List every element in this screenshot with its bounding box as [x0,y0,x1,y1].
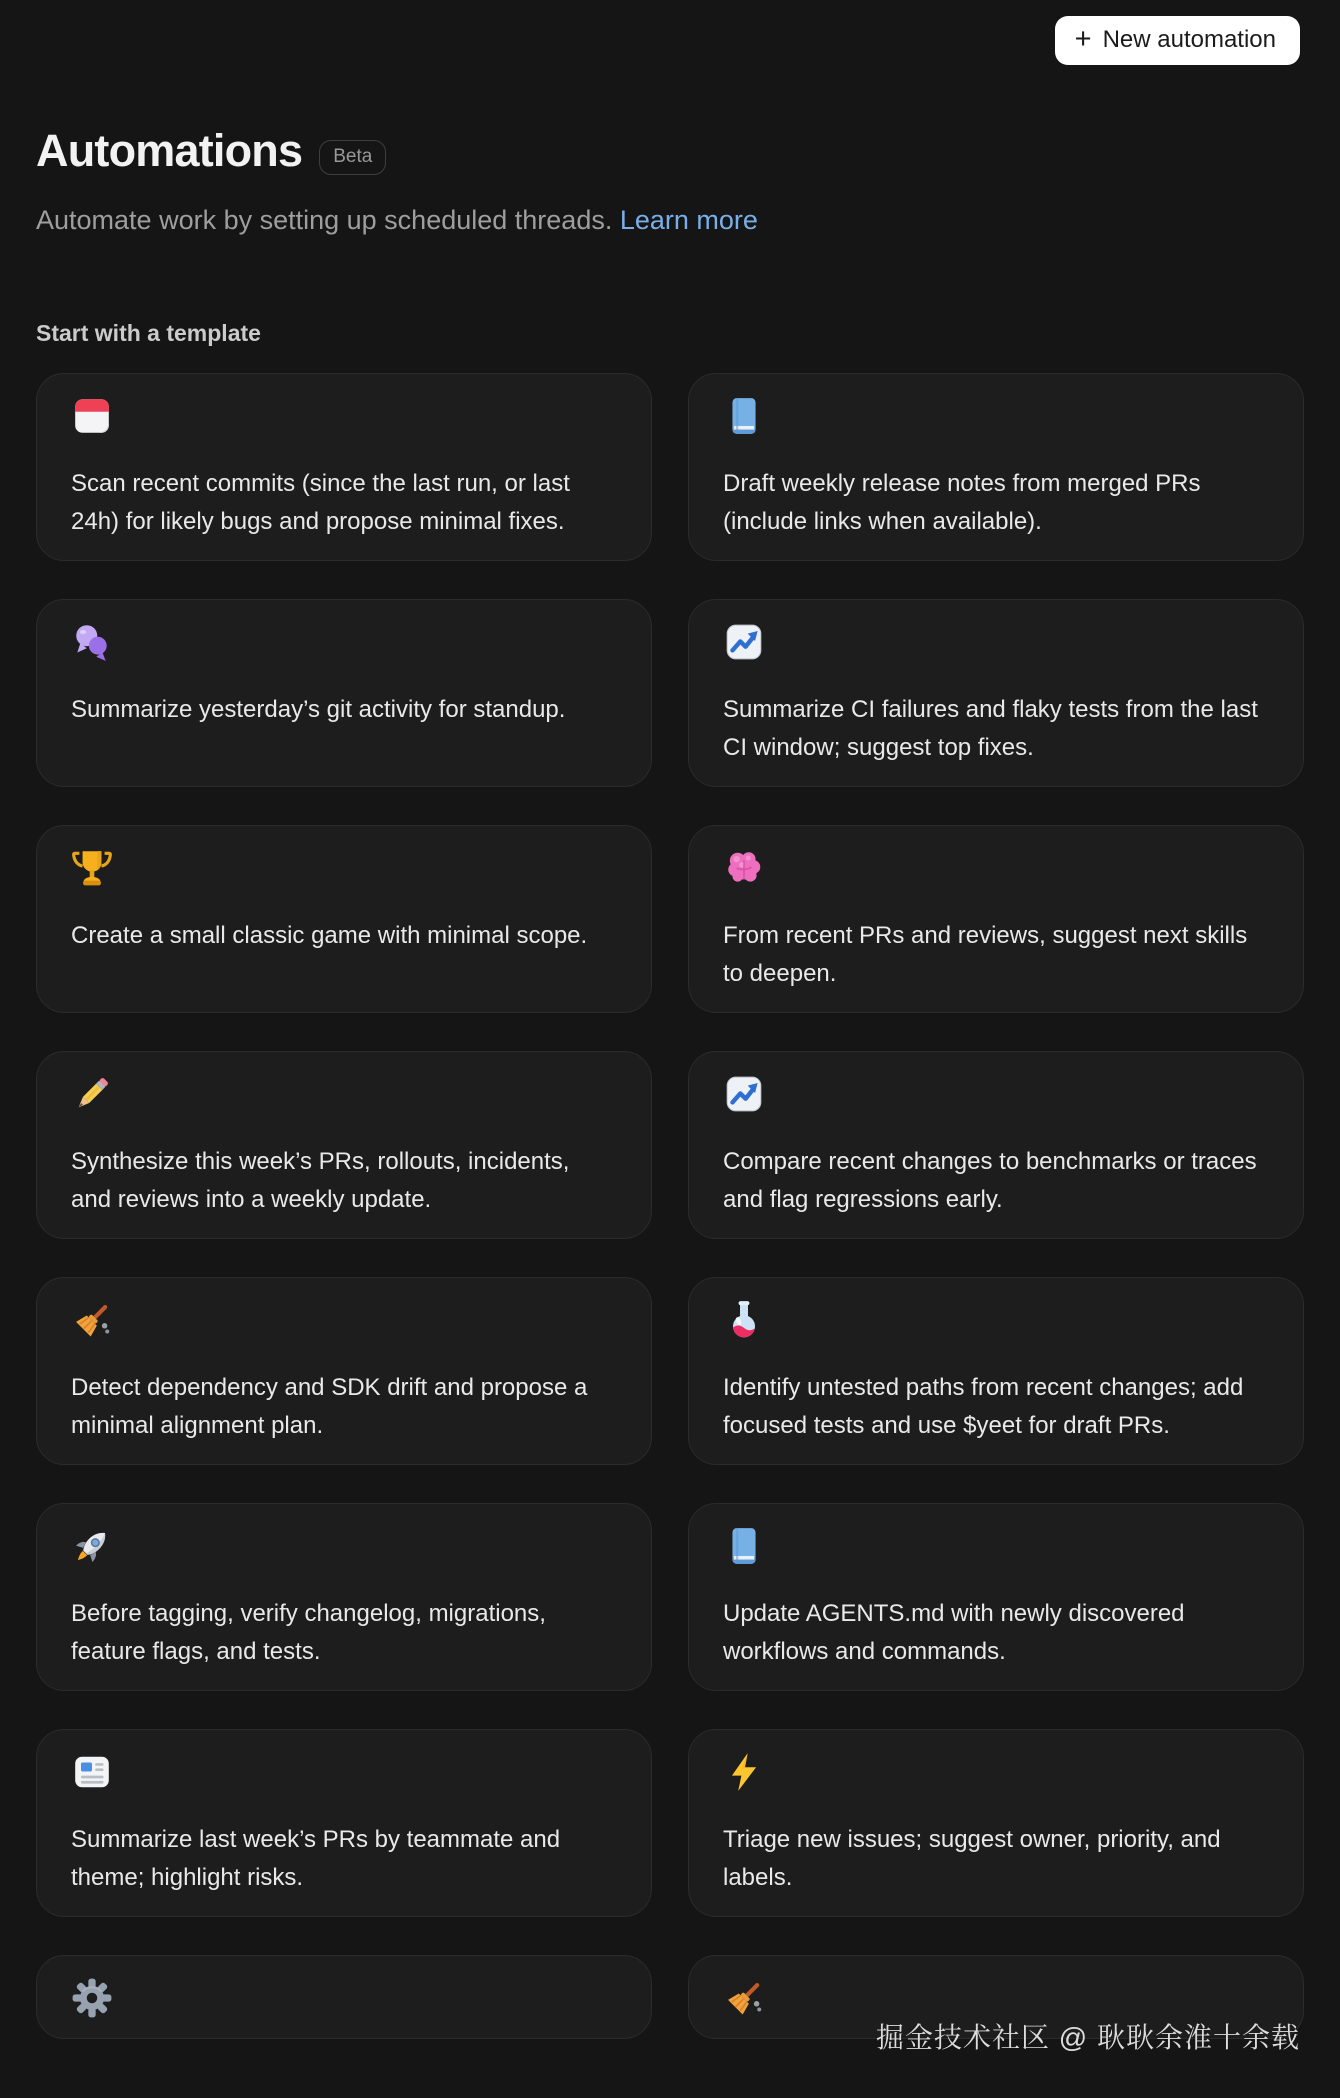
template-card[interactable] [36,1955,652,2039]
template-card[interactable] [36,373,652,561]
flask-icon [723,1299,765,1341]
template-card-text: Synthesize this week’s PRs, rollouts, incidents, and reviews into a weekly update. [71,1148,570,1213]
template-card-text: Compare recent changes to benchmarks or traces and flag regressions early. [723,1148,1257,1213]
chart-up-icon [723,621,765,663]
template-card-text: From recent PRs and reviews, suggest next skills to deepen. [723,922,1248,987]
template-card[interactable] [36,1051,652,1239]
page-title: Automations [36,125,303,176]
beta-badge: Beta [319,140,386,175]
template-card-text: Summarize CI failures and flaky tests from the last CI window; suggest top fixes. [723,696,1258,761]
calendar-icon [71,395,113,437]
rocket-icon [71,1525,113,1567]
template-card[interactable] [688,825,1304,1013]
subtitle-text: Automate work by setting up scheduled threads. [36,205,620,235]
watermark: 掘金技术社区 @ 耿耿余淮十余载 [876,2022,1300,2053]
blue-book-icon [723,395,765,437]
trophy-icon [71,847,113,889]
template-card[interactable] [36,825,652,1013]
template-card[interactable] [36,599,652,787]
template-card[interactable] [688,373,1304,561]
template-card[interactable] [36,1729,652,1917]
template-card[interactable] [688,599,1304,787]
template-card-text: Before tagging, verify changelog, migrations, feature flags, and tests. [71,1600,546,1665]
template-card-text: Identify untested paths from recent changes; add focused tests and use $yeet for draft PRs. [723,1374,1244,1439]
section-label: Start with a template [36,320,261,346]
news-card-icon [71,1751,113,1793]
pencil-icon [71,1073,113,1115]
template-card-text: Summarize yesterday’s git activity for standup. [71,696,566,723]
new-automation-button[interactable] [1055,16,1300,65]
page-subtitle [36,203,1304,238]
lightning-icon [723,1751,765,1793]
template-card[interactable] [688,1277,1304,1465]
template-card[interactable] [36,1503,652,1691]
template-card[interactable] [36,1277,652,1465]
template-card[interactable] [688,1503,1304,1691]
template-card[interactable] [688,1051,1304,1239]
template-grid [36,373,1304,2039]
broom-icon [723,1977,765,2019]
broom-icon [71,1299,113,1341]
speech-bubbles-icon [71,621,113,663]
template-card-text: Draft weekly release notes from merged PRs (include links when available). [723,470,1201,535]
chart-up-icon [723,1073,765,1115]
template-card-text: Scan recent commits (since the last run, or last 24h) for likely bugs and propose minimal fixes. [71,470,570,535]
template-card-text: Update AGENTS.md with newly discovered workflows and commands. [723,1600,1185,1665]
template-card-text: Triage new issues; suggest owner, priority, and labels. [723,1826,1221,1891]
blue-book-icon [723,1525,765,1567]
gear-icon [71,1977,113,2019]
template-card-text: Summarize last week’s PRs by teammate and theme; highlight risks. [71,1826,561,1891]
template-card-text: Detect dependency and SDK drift and propose a minimal alignment plan. [71,1374,588,1439]
learn-more-link[interactable]: Learn more [619,205,758,235]
template-card-text: Create a small classic game with minimal scope. [71,922,588,949]
new-automation-label: New automation [1102,26,1276,53]
brain-icon [723,847,765,889]
plus-icon: + [1074,23,1092,55]
template-card[interactable] [688,1729,1304,1917]
